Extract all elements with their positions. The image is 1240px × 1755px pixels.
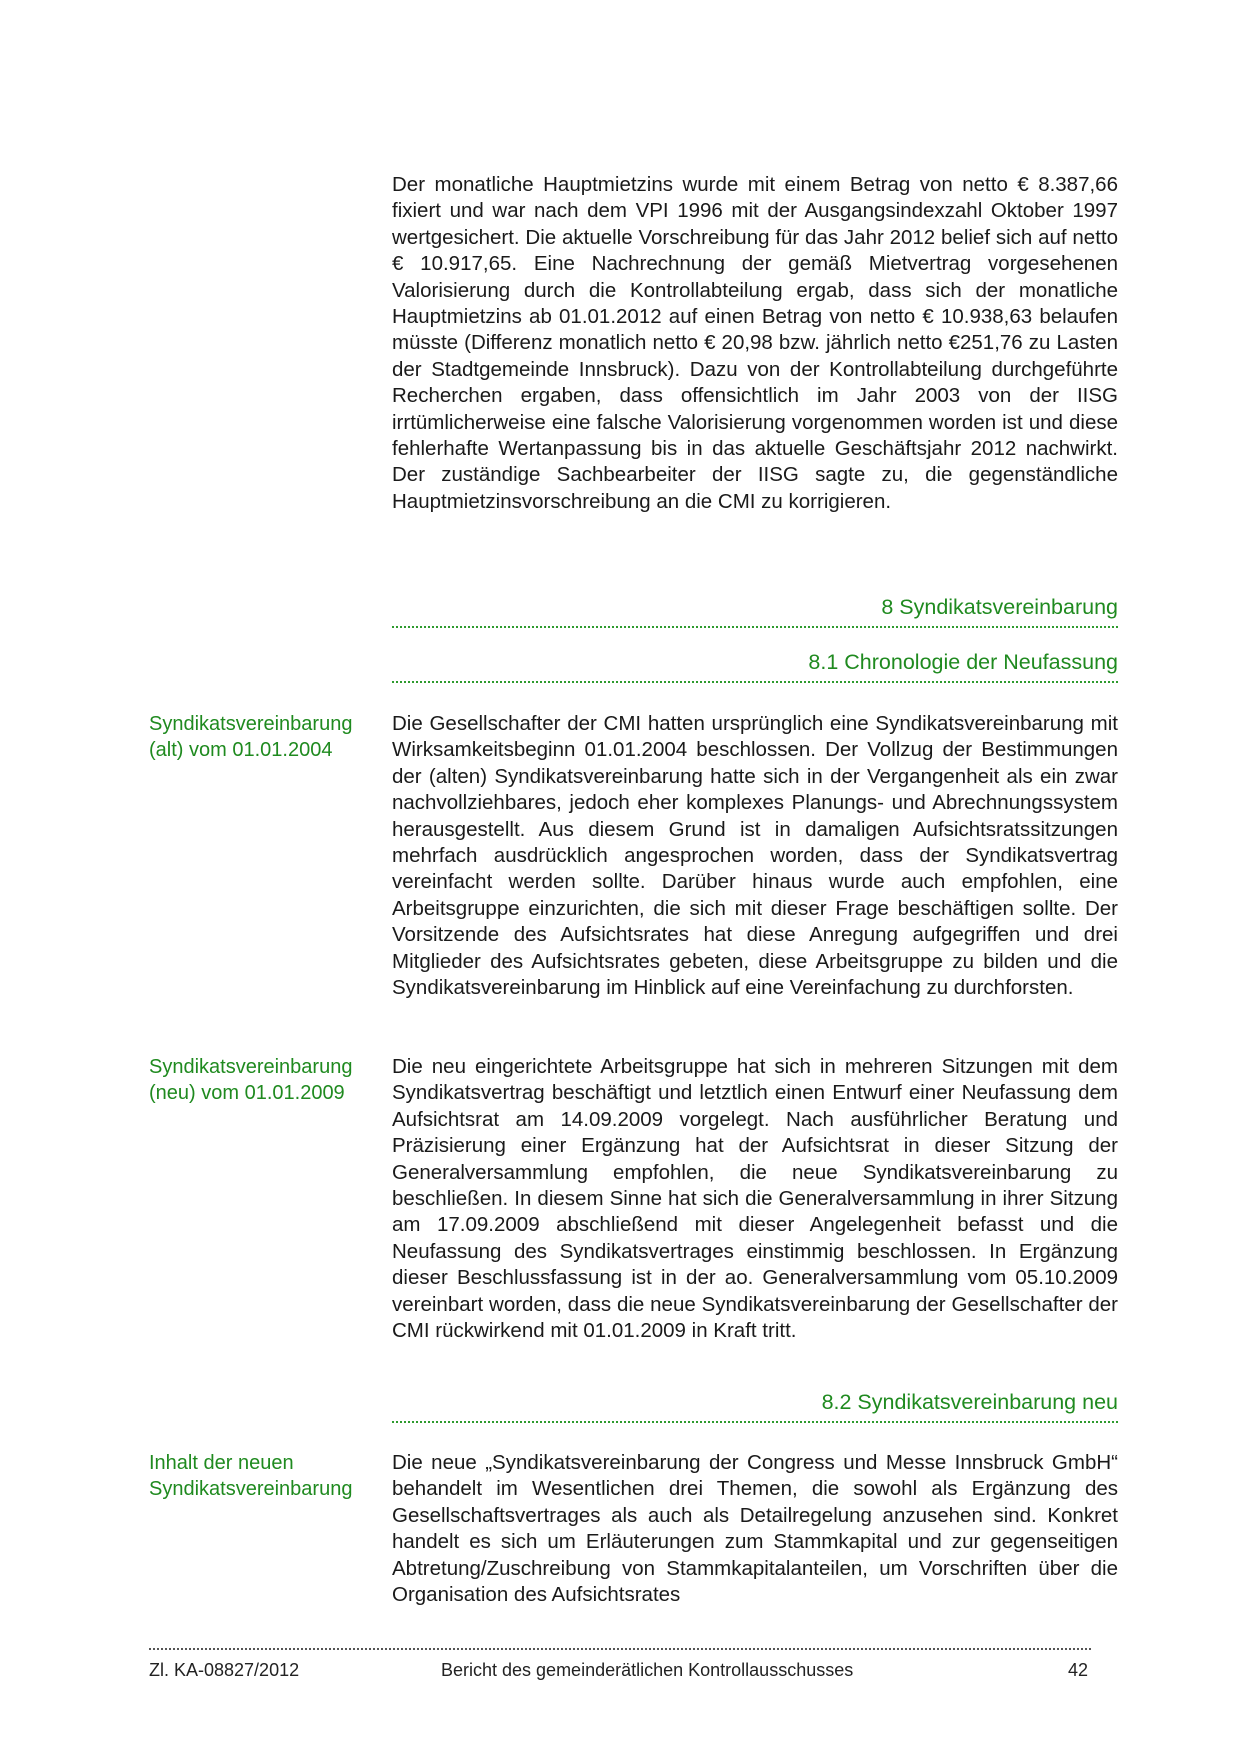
intro-paragraph: Der monatliche Hauptmietzins wurde mit einem Betrag von netto € 8.387,66 fixiert und war nach dem VPI 1996 mit der Ausgangsindexzahl Oktober 1997 wertgesichert. Die aktuelle Vorschreibung für das Jahr 2012 belief sich auf netto € 10.917,65. Eine Nachrechnung der gemäß Mietvertrag vorgesehenen Valorisierung durch die Kontrollabteilung ergab, dass sich der monatliche Hauptmietzins ab 01.01.2012 auf einen Betrag von netto € 10.938,63 belaufen müsste (Differenz monatlich netto € 20,98 bzw. jährlich netto €251,76 zu Lasten der Stadtgemeinde Innsbruck). Dazu von der Kontrollabteilung durchgeführte Recherchen ergaben, dass offensichtlich im Jahr 2003 von der IISG irrtümlicherweise eine falsche Valorisierung vorgenommen worden ist und diese fehlerhafte Wertanpassung bis in das aktuelle Geschäftsjahr 2012 nachwirkt. Der zuständige Sachbearbeiter der IISG sagte zu, die gegenständliche Hauptmietzinsvorschreibung an die CMI zu korrigieren. — [392, 173, 1118, 513]
footer-reference: Zl. KA-08827/2012 — [149, 1660, 300, 1680]
heading-8-1-text: 8.1 Chronologie der Neufassung — [808, 650, 1118, 674]
footer-page-number: 42 — [1068, 1660, 1089, 1680]
paragraph-inhalt: Die neue „Syndikatsvereinbarung der Congress und Messe Innsbruck GmbH“ behandelt im Wesentlichen drei Themen, die sowohl als Ergänzung des Gesellschaftsvertrages als auch als Detailregelung anzusehen sind. Konkret handelt es sich um Erläuterungen zum Stammkapital und zur gegenseitigen Abtretung/Zuschreibung von Stammkapitalanteilen, um Vorschriften über die Organisation des Aufsichtsrates — [392, 1451, 1118, 1607]
paragraph-neu: Die neu eingerichtete Arbeitsgruppe hat sich in mehreren Sitzungen mit dem Syndikatsvertrag beschäftigt und letztlich einen Entwurf einer Neufassung dem Aufsichtsrat am 14.09.2009 vorgelegt. Nach ausführlicher Beratung und Präzisierung einer Ergänzung hat der Aufsichtsrat in dieser Sitzung der Generalversammlung empfohlen, die neue Syndikatsvereinbarung zu beschließen. In diesem Sinne hat sich die Generalversammlung in ihrer Sitzung am 17.09.2009 abschließend mit dieser Angelegenheit befasst und die Neufassung des Syndikatsvertrages einstimmig beschlossen. In Ergänzung dieser Beschlussfassung ist in der ao. Generalversammlung vom 05.10.2009 vereinbart worden, dass die neue Syndikatsvereinbarung der Gesellschafter der CMI rückwirkend mit 01.01.2009 in Kraft tritt. — [392, 1055, 1118, 1343]
paragraph-alt: Die Gesellschafter der CMI hatten ursprünglich eine Syndikatsvereinbarung mit Wirksamkeitsbeginn 01.01.2004 beschlossen. Der Vollzug der Bestimmungen der (alten) Syndikatsvereinbarung hatte sich in der Vergangenheit als ein zwar nachvollziehbares, jedoch eher komplexes Planungs- und Abrechnungssystem herausgestellt. Aus diesem Grund ist in damaligen Aufsichtsratssitzungen mehrfach ausdrücklich angesprochen worden, dass der Syndikatsvertrag vereinfacht werden sollte. Darüber hinaus wurde auch empfohlen, eine Arbeitsgruppe einzurichten, die sich mit dieser Frage beschäftigen sollte. Der Vorsitzende des Aufsichtsrates hat diese Anregung aufgegriffen und drei Mitglieder des Aufsichtsrates gebeten, diese Arbeitsgruppe zu bilden und die Syndikatsvereinbarung im Hinblick auf eine Vereinfachung zu durchforsten. — [392, 712, 1118, 1000]
margin-note-inhalt: Inhalt der neuen Syndikatsvereinbarung — [149, 1452, 353, 1500]
heading-8-1 — [392, 643, 1118, 683]
heading-8-2-text: 8.2 Syndikatsvereinbarung neu — [821, 1390, 1118, 1414]
margin-note-alt: Syndikatsvereinbarung (alt) vom 01.01.2004 — [149, 713, 353, 761]
footer-divider — [149, 1648, 1091, 1650]
margin-note-neu: Syndikatsvereinbarung (neu) vom 01.01.2009 — [149, 1056, 353, 1104]
heading-8-2 — [392, 1383, 1118, 1423]
footer-title: Bericht des gemeinderätlichen Kontrollausschusses — [441, 1660, 854, 1680]
heading-8-text: 8 Syndikatsvereinbarung — [881, 595, 1118, 619]
heading-8 — [392, 588, 1118, 628]
